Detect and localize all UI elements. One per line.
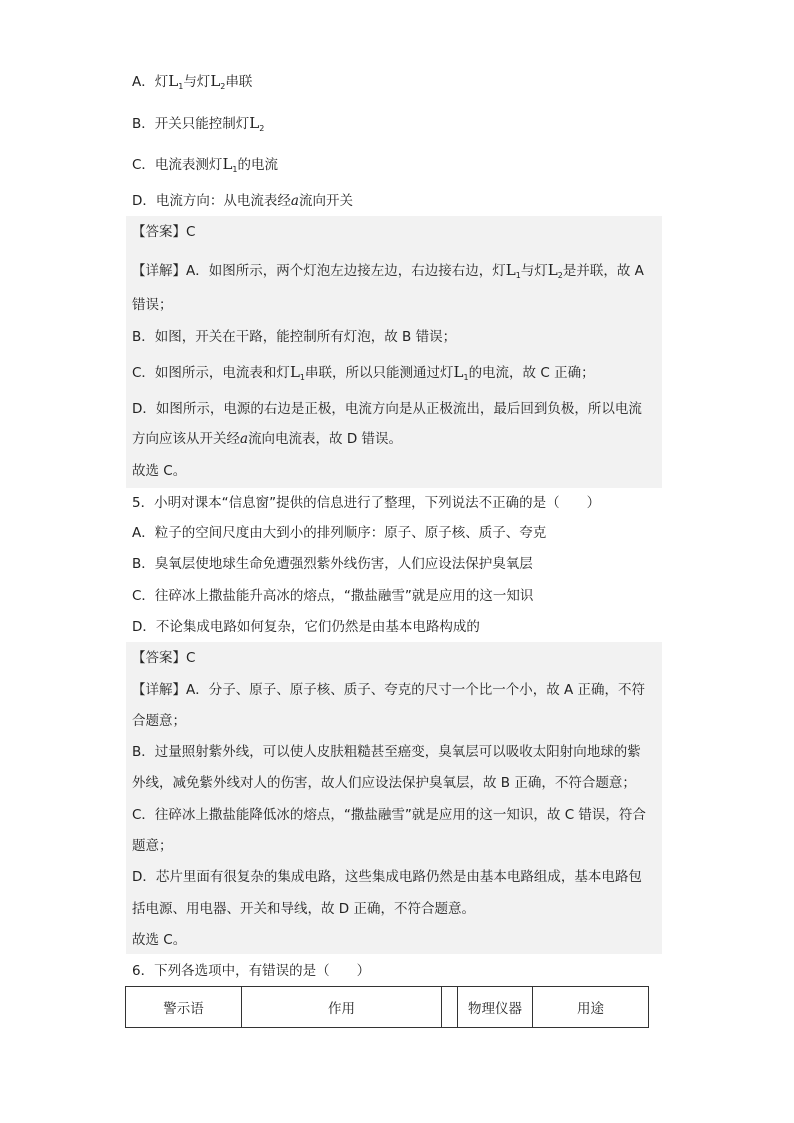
table-header-cell: 物理仪器 bbox=[458, 987, 533, 1028]
q4-option-b: B．开关只能控制灯$L_2$ bbox=[132, 114, 265, 133]
q5-stem: 5．小明对课本“信息窗”提供的信息进行了整理，下列说法不正确的是（ ） bbox=[132, 495, 601, 511]
q5-answer: 【答案】C bbox=[132, 650, 196, 666]
q5-option-a: A．粒子的空间尺度由大到小的排列顺序：原子、原子核、质子、夸克 bbox=[132, 525, 547, 541]
q5-detail-line: C．往碎冰上撒盐能降低冰的熔点，“撒盐融雪”就是应用的这一知识，故 C 错误，符合 bbox=[132, 807, 646, 823]
q5-detail-line: 故选 C。 bbox=[132, 932, 187, 948]
q5-option-d: D．不论集成电路如何复杂，它们仍然是由基本电路构成的 bbox=[132, 619, 480, 635]
q4-option-d: D．电流方向：从电流表经a流向开关 bbox=[132, 193, 353, 209]
q6-table bbox=[125, 986, 649, 1028]
table-header-cell: 警示语 bbox=[126, 987, 242, 1028]
q4-option-a: A．灯$L_1$与灯$L_2$串联 bbox=[132, 72, 253, 91]
q6-stem: 6．下列各选项中，有错误的是（ ） bbox=[132, 963, 371, 979]
q4-answer: 【答案】C bbox=[132, 224, 196, 240]
q5-option-b: B．臭氧层使地球生命免遭强烈紫外线伤害，人们应设法保护臭氧层 bbox=[132, 556, 533, 572]
q5-detail-line: 题意； bbox=[132, 838, 173, 854]
q5-option-c: C．往碎冰上撒盐能升高冰的熔点，“撒盐融雪”就是应用的这一知识 bbox=[132, 588, 534, 604]
q5-detail-line: 合题意； bbox=[132, 713, 186, 729]
q4-option-c: C．电流表测灯$L_1$的电流 bbox=[132, 155, 278, 174]
q4-detail-line: 故选 C。 bbox=[132, 463, 187, 479]
q5-detail-line: 【详解】A．分子、原子、原子核、质子、夸克的尺寸一个比一个小，故 A 正确，不符 bbox=[132, 682, 646, 698]
q4-detail-line: 【详解】A．如图所示，两个灯泡左边接左边，右边接右边，灯$L_1$与灯$L_2$是并联，故 A bbox=[132, 261, 644, 280]
q4-detail-line: C．如图所示，电流表和灯$L_1$串联，所以只能测通过灯$L_1$的电流，故 C 正确； bbox=[132, 363, 595, 382]
table-header-cell: 用途 bbox=[533, 987, 649, 1028]
table-header-cell bbox=[442, 987, 458, 1028]
q5-detail-line: D．芯片里面有很复杂的集成电路，这些集成电路仍然是由基本电路组成，基本电路包 bbox=[132, 869, 642, 885]
table-row bbox=[126, 987, 649, 1028]
q4-detail-line: 错误； bbox=[132, 297, 173, 313]
q5-detail-line: 括电源、用电器、开关和导线，故 D 正确，不符合题意。 bbox=[132, 901, 475, 917]
q5-detail-line: B．过量照射紫外线，可以使人皮肤粗糙甚至癌变，臭氧层可以吸收太阳射向地球的紫 bbox=[132, 744, 641, 760]
table-header-cell: 作用 bbox=[242, 987, 442, 1028]
q5-detail-line: 外线，减免紫外线对人的伤害，故人们应设法保护臭氧层，故 B 正确，不符合题意； bbox=[132, 775, 636, 791]
q4-detail-line: 方向应该从开关经a流向电流表，故 D 错误。 bbox=[132, 431, 403, 447]
q4-detail-line: D．如图所示，电源的右边是正极，电流方向是从正极流出，最后回到负极，所以电流 bbox=[132, 401, 642, 417]
q4-detail-line: B．如图，开关在干路，能控制所有灯泡，故 B 错误； bbox=[132, 329, 457, 345]
